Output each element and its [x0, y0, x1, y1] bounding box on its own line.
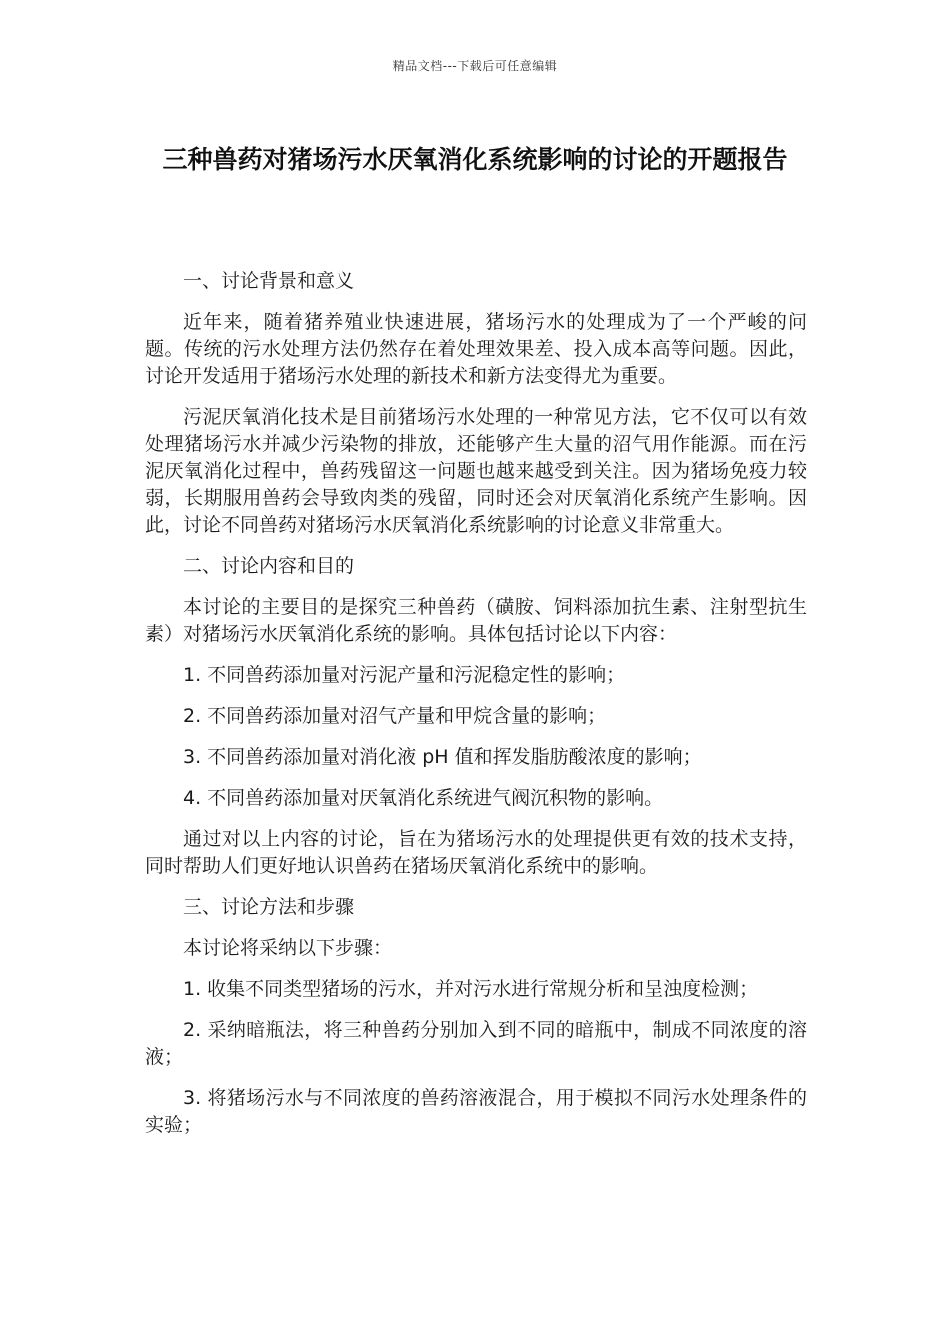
paragraph-content-summary: 通过对以上内容的讨论，旨在为猪场污水的处理提供更有效的技术支持，同时帮助人们更好地认识兽药在猪场厌氧消化系统中的影响。 — [145, 828, 807, 877]
list-item-methods-2: 2. 采纳暗瓶法，将三种兽药分别加入到不同的暗瓶中，制成不同浓度的溶液； — [145, 1019, 807, 1068]
document-title: 三种兽药对猪场污水厌氧消化系统影响的讨论的开题报告 — [162, 145, 788, 174]
list-item-methods-1: 1. 收集不同类型猪场的污水，并对污水进行常规分析和呈浊度检测； — [183, 978, 759, 1000]
list-item-methods-3: 3. 将猪场污水与不同浓度的兽药溶液混合，用于模拟不同污水处理条件的实验； — [145, 1087, 807, 1136]
document-body — [145, 268, 807, 1153]
paragraph-content-intro: 本讨论的主要目的是探究三种兽药（磺胺、饲料添加抗生素、注射型抗生素）对猪场污水厌氧消化系统的影响。具体包括讨论以下内容： — [145, 596, 807, 645]
list-item-content-2: 2. 不同兽药添加量对沼气产量和甲烷含量的影响； — [183, 705, 607, 727]
section-heading-background: 一、讨论背景和意义 — [183, 270, 355, 292]
header-note: 精品文档---下载后可任意编辑 — [392, 59, 558, 73]
list-item-content-3: 3. 不同兽药添加量对消化液 pH 值和挥发脂肪酸浓度的影响； — [183, 746, 702, 768]
section-heading-methods: 三、讨论方法和步骤 — [183, 896, 355, 918]
section-heading-content: 二、讨论内容和目的 — [183, 555, 355, 577]
paragraph-methods-intro: 本讨论将采纳以下步骤： — [183, 937, 393, 959]
paragraph-background-1: 近年来，随着猪养殖业快速进展，猪场污水的处理成为了一个严峻的问题。传统的污水处理方法仍然存在着处理效果差、投入成本高等问题。因此，讨论开发适用于猪场污水处理的新技术和新方法变得尤为重要。 — [145, 311, 807, 387]
paragraph-background-2: 污泥厌氧消化技术是目前猪场污水处理的一种常见方法，它不仅可以有效处理猪场污水并减少污染物的排放，还能够产生大量的沼气用作能源。而在污泥厌氧消化过程中，兽药残留这一问题也越来越受到关注。因为猪场免疫力较弱，长期服用兽药会导致肉类的残留，同时还会对厌氧消化系统产生影响。因此，讨论不同兽药对猪场污水厌氧消化系统影响的讨论意义非常重大。 — [145, 406, 807, 536]
list-item-content-4: 4. 不同兽药添加量对厌氧消化系统进气阀沉积物的影响。 — [183, 787, 664, 809]
list-item-content-1: 1. 不同兽药添加量对污泥产量和污泥稳定性的影响； — [183, 664, 626, 686]
